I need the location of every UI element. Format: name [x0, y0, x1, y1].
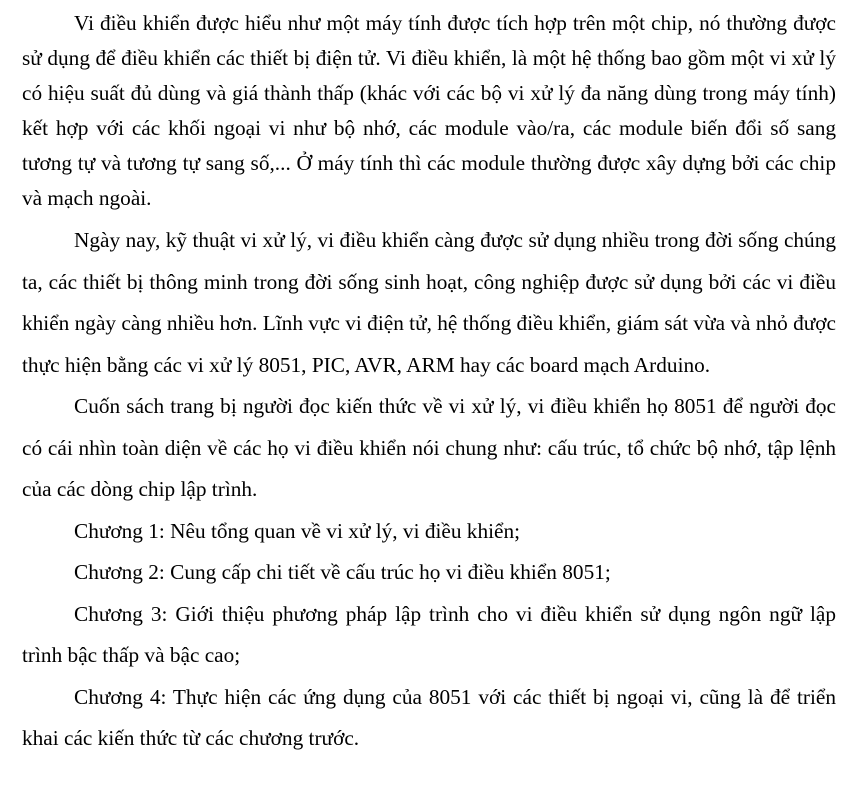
paragraph-chapter-2: Chương 2: Cung cấp chi tiết về cấu trúc họ vi điều khiển 8051; — [74, 560, 611, 584]
paragraph-chapter-1: Chương 1: Nêu tổng quan về vi xử lý, vi điều khiển; — [74, 518, 521, 543]
paragraph-chapter-3: Chương 3: Giới thiệu phương pháp lập trình cho vi điều khiển sử dụng ngôn ngữ lập trình bậc thấp và bậc cao; — [22, 601, 836, 667]
paragraph-chapter-4: Chương 4: Thực hiện các ứng dụng của 8051 với các thiết bị ngoại vi, cũng là để triển khai các kiến thức từ các chương trước. — [22, 684, 836, 750]
paragraph-intro: Vi điều khiển được hiểu như một máy tính được tích hợp trên một chip, nó thường được sử dụng để điều khiển các thiết bị điện tử. Vi điều khiển, là một hệ thống bao gồm một vi xử lý có hiệu suất đủ dùng và giá thành thấp (khác với các bộ vi xử lý đa năng dùng trong máy tính) kết hợp với các khối ngoại vi như bộ nhớ, các module vào/ra, các module biến đổi số sang tương tự và tương tự sang số,... Ở máy tính thì các module thường được xây dựng bởi các chip và mạch ngoài. — [22, 11, 836, 210]
paragraph-applications: Ngày nay, kỹ thuật vi xử lý, vi điều khiển càng được sử dụng nhiều trong đời sống chúng ta, các thiết bị thông minh trong đời sống sinh hoạt, công nghiệp được sử dụng bởi các vi điều khiển ngày càng nhiều hơn. Lĩnh vực vi điện tử, hệ thống điều khiển, giám sát vừa và nhỏ được thực hiện bằng các vi xử lý 8051, PIC, AVR, ARM hay các board mạch Arduino. — [22, 228, 836, 377]
paragraph-book-purpose: Cuốn sách trang bị người đọc kiến thức về vi xử lý, vi điều khiển họ 8051 để người đọc có cái nhìn toàn diện về các họ vi điều khiển nói chung như: cấu trúc, tổ chức bộ nhớ, tập lệnh của các dòng chip lập trình. — [22, 394, 836, 501]
